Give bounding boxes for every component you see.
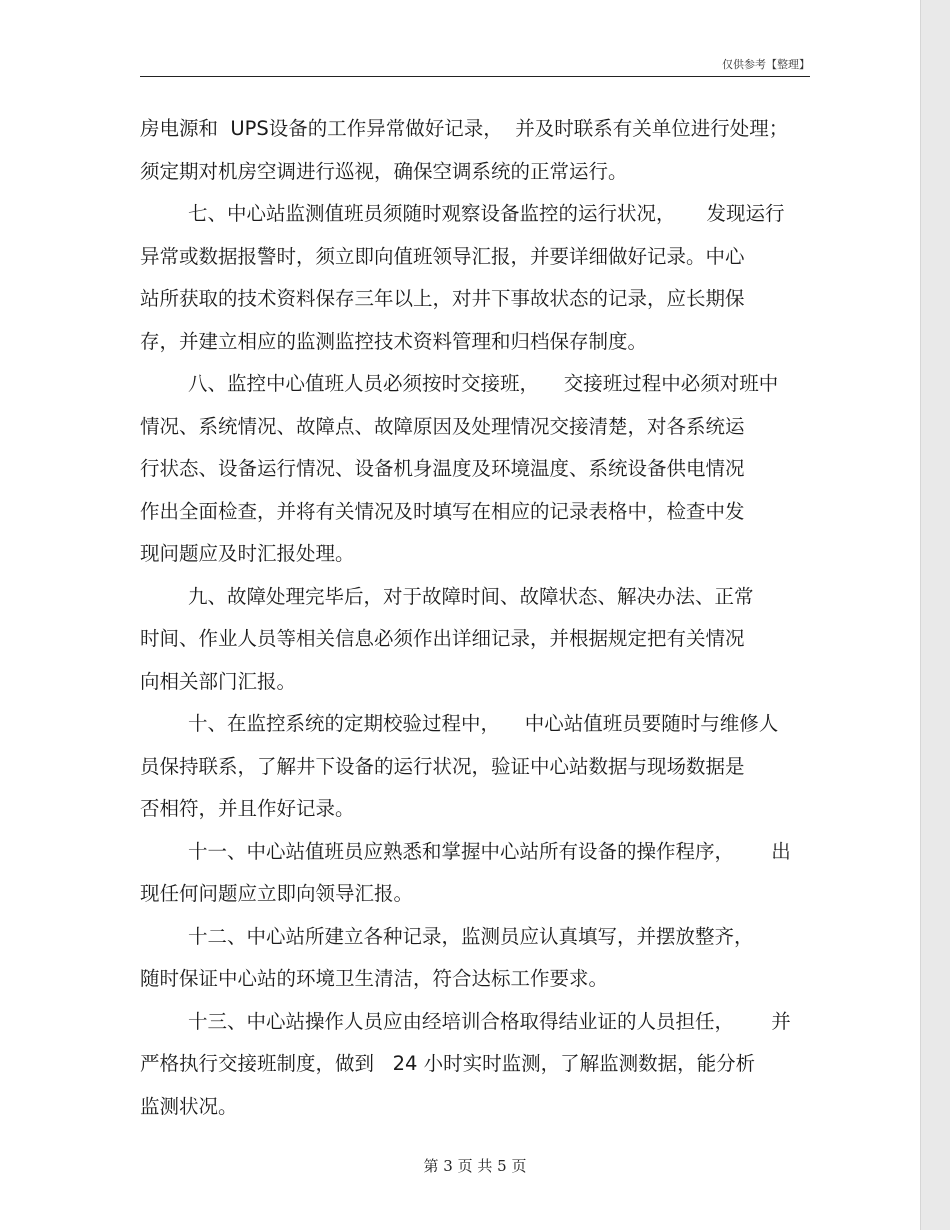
header-divider [140, 76, 810, 77]
text-line: 十、在监控系统的定期校验过程中， 中心站值班员要随时与维修人 [188, 712, 779, 735]
text-line: 否相符，并且作好记录。 [140, 797, 355, 820]
text-line: 十三、中心站操作人员应由经培训合格取得结业证的人员担任， 并 [188, 1009, 791, 1033]
text-line: 七、中心站监测值班员须随时观察设备监控的运行状况， 发现运行 [188, 202, 785, 225]
text-line: 随时保证中心站的环境卫生清洁，符合达标工作要求。 [140, 967, 609, 990]
text-line: 须定期对机房空调进行巡视，确保空调系统的正常运行。 [140, 159, 628, 183]
text-line: 情况、系统情况、故障点、故障原因及处理情况交接清楚，对各系统运 [140, 414, 745, 438]
text-line: 十一、中心站值班员应熟悉和掌握中心站所有设备的操作程序， 出 [188, 839, 791, 863]
page-header: 仅供参考【整理】 [722, 58, 810, 71]
text-line: 现任何问题应立即向领导汇报。 [140, 882, 414, 905]
text-line: 监测状况。 [140, 1094, 238, 1118]
text-line: 八、监控中心值班人员必须按时交接班， 交接班过程中必须对班中 [188, 372, 779, 395]
page-footer: 第 3 页 共 5 页 [423, 1157, 527, 1175]
text-line: 行状态、设备运行情况、设备机身温度及环境温度、系统设备供电情况 [140, 457, 745, 480]
text-line: 异常或数据报警时，须立即向值班领导汇报，并要详细做好记录。中心 [140, 244, 745, 268]
text-line: 员保持联系，了解井下设备的运行状况，验证中心站数据与现场数据是 [140, 754, 745, 778]
text-line: 站所获取的技术资料保存三年以上，对井下事故状态的记录，应长期保 [140, 287, 745, 310]
text-line: 作出全面检查，并将有关情况及时填写在相应的记录表格中，检查中发 [140, 499, 745, 523]
text-line: 房电源和 UPS设备的工作异常做好记录， 并及时联系有关单位进行处理； [140, 117, 789, 140]
text-line: 九、故障处理完毕后，对于故障时间、故障状态、解决办法、正常 [188, 584, 754, 608]
text-line: 十二、中心站所建立各种记录，监测员应认真填写，并摆放整齐， [188, 924, 754, 948]
text-line: 存，并建立相应的监测监控技术资料管理和归档保存制度。 [140, 329, 648, 353]
text-line: 时间、作业人员等相关信息必须作出详细记录，并根据规定把有关情况 [140, 627, 745, 650]
text-line: 向相关部门汇报。 [140, 669, 297, 693]
text-line: 现问题应及时汇报处理。 [140, 542, 355, 565]
text-line: 严格执行交接班制度，做到 24 小时实时监测，了解监测数据，能分析 [140, 1052, 756, 1075]
document-body [140, 108, 810, 1128]
